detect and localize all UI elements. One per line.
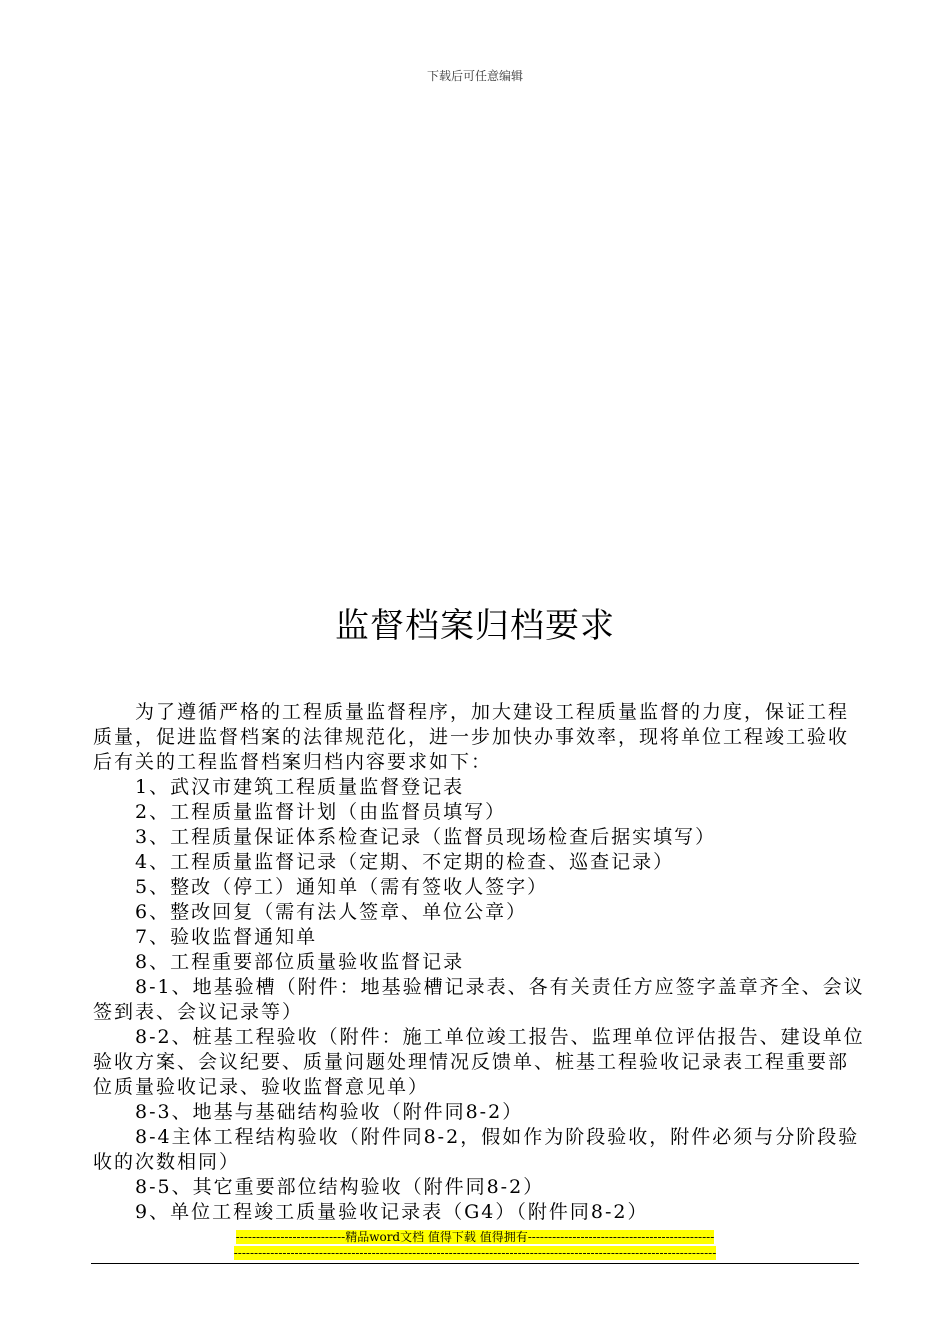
list-item: 8、工程重要部位质量验收监督记录 xyxy=(135,951,465,973)
document-title: 监督档案归档要求 xyxy=(335,606,615,646)
footer-line-1: ---------------------------精品word文档 值得下载 值得拥有---------------------------------------------- xyxy=(235,1230,715,1244)
list-item: 2、工程质量监督计划（由监督员填写） xyxy=(135,801,507,823)
list-item: 8-3、地基与基础结构验收（附件同8-2） xyxy=(135,1101,524,1123)
list-item: 8-2、桩基工程验收（附件：施工单位竣工报告、监理单位评估报告、建设单位验收方案、会议纪要、质量问题处理情况反馈单、桩基工程验收记录表工程重要部位质量验收记录、验收监督意见单） xyxy=(93,1026,865,1098)
list-item: 9、单位工程竣工质量验收记录表（G4）（附件同8-2） xyxy=(135,1201,649,1223)
bottom-divider xyxy=(91,1263,859,1264)
footer-banner xyxy=(0,1229,950,1261)
document-body xyxy=(93,700,865,1225)
list-item: 6、整改回复（需有法人签章、单位公章） xyxy=(135,901,528,923)
footer-line-2: ----------------------------------------------------------------------------------------------------------------------- xyxy=(233,1246,717,1260)
list-item: 8-1、地基验槽（附件：地基验槽记录表、各有关责任方应签字盖章齐全、会议签到表、会议记录等） xyxy=(93,976,865,1023)
header-note: 下载后可任意编辑 xyxy=(426,69,523,83)
list-item: 8-4主体工程结构验收（附件同8-2，假如作为阶段验收，附件必须与分阶段验收的次数相同） xyxy=(93,1126,860,1173)
intro-paragraph: 为了遵循严格的工程质量监督程序，加大建设工程质量监督的力度，保证工程质量，促进监督档案的法律规范化，进一步加快办事效率，现将单位工程竣工验收后有关的工程监督档案归档内容要求如下： xyxy=(93,701,850,773)
list-item: 8-5、其它重要部位结构验收（附件同8-2） xyxy=(135,1176,545,1198)
list-item: 3、工程质量保证体系检查记录（监督员现场检查后据实填写） xyxy=(135,826,717,848)
list-item: 7、验收监督通知单 xyxy=(135,926,318,948)
list-item: 4、工程质量监督记录（定期、不定期的检查、巡查记录） xyxy=(135,851,675,873)
list-item: 1、武汉市建筑工程质量监督登记表 xyxy=(135,776,465,798)
list-item: 5、整改（停工）通知单（需有签收人签字） xyxy=(135,876,549,898)
